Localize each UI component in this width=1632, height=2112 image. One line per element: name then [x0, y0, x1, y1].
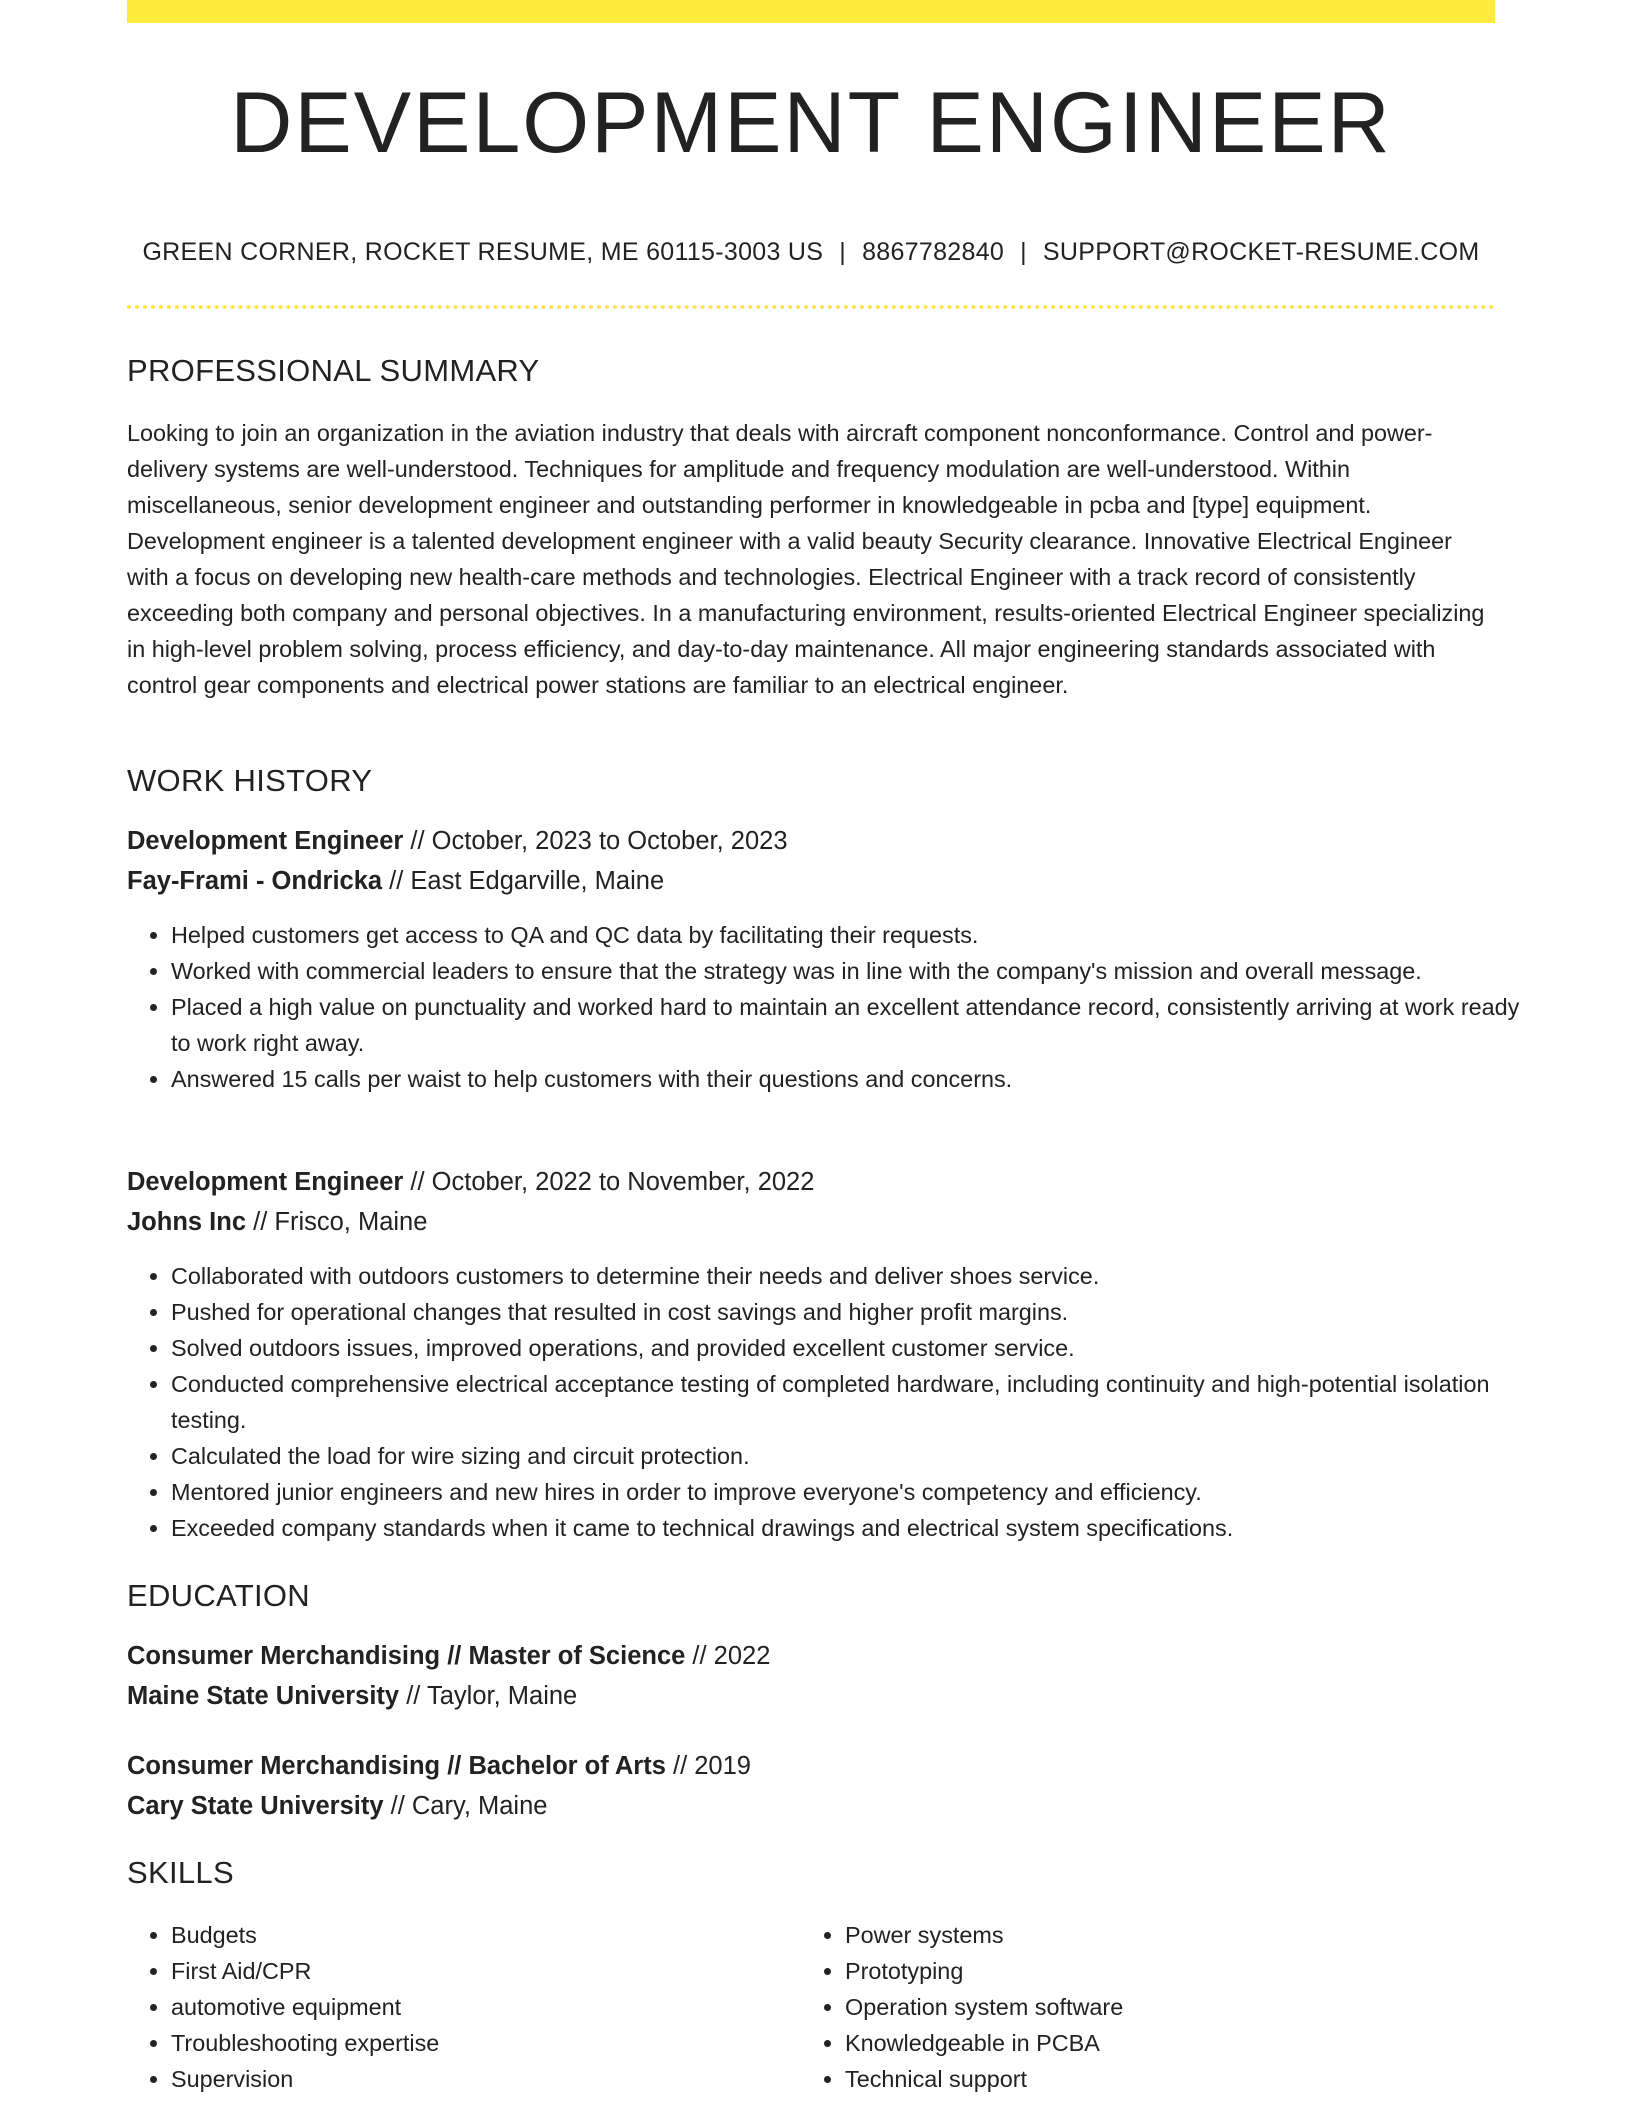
- job-bullets: [127, 917, 1539, 1097]
- contact-address: GREEN CORNER, ROCKET RESUME, ME 60115-3003 US: [142, 238, 824, 266]
- skills-list-left: [127, 1917, 811, 2097]
- education-degree: Consumer Merchandising // Master of Science: [127, 1642, 686, 1670]
- job-title-line: [127, 827, 788, 856]
- job-dates: // October, 2023 to October, 2023: [403, 827, 788, 855]
- job-dates: // October, 2022 to November, 2022: [403, 1168, 815, 1196]
- dotted-divider: [127, 305, 1495, 309]
- list-item: • Conducted comprehensive electrical acceptance testing of completed hardware, including continuity and high-potential isolation testing.: [171, 1366, 1539, 1438]
- list-item: • Collaborated with outdoors customers to determine their needs and deliver shoes service.: [171, 1258, 1539, 1294]
- skill-item: • Supervision: [171, 2061, 811, 2097]
- list-item: • Calculated the load for wire sizing and circuit protection.: [171, 1438, 1539, 1474]
- skills-list-right: [801, 1917, 1485, 2097]
- job-role: Development Engineer: [127, 827, 404, 855]
- job-title-line: [127, 1168, 814, 1197]
- list-item: • Answered 15 calls per waist to help customers with their questions and concerns.: [171, 1061, 1539, 1097]
- job-role: Development Engineer: [127, 1168, 404, 1196]
- skill-item: • First Aid/CPR: [171, 1953, 811, 1989]
- contact-line: [127, 238, 1495, 267]
- skill-item: • Troubleshooting expertise: [171, 2025, 811, 2061]
- education-location: // Cary, Maine: [383, 1792, 548, 1820]
- work-history-heading: WORK HISTORY: [127, 763, 373, 798]
- candidate-title: DEVELOPMENT ENGINEER: [230, 75, 1392, 171]
- contact-separator: |: [1020, 238, 1027, 266]
- skills-heading: SKILLS: [127, 1855, 234, 1890]
- skill-item: • Knowledgeable in PCBA: [845, 2025, 1485, 2061]
- education-location: // Taylor, Maine: [399, 1682, 578, 1710]
- list-item: • Placed a high value on punctuality and worked hard to maintain an excellent attendance record, consistently arriving at work ready to work right away.: [171, 989, 1539, 1061]
- contact-phone: 8867782840: [862, 238, 1005, 266]
- education-year: // 2019: [665, 1752, 751, 1780]
- job-location: // East Edgarville, Maine: [382, 867, 665, 895]
- skill-item: • Budgets: [171, 1917, 811, 1953]
- education-degree: Consumer Merchandising // Bachelor of Arts: [127, 1752, 666, 1780]
- contact-separator: |: [839, 238, 847, 266]
- accent-bar: [127, 0, 1495, 23]
- job-company: Fay-Frami - Ondricka: [127, 867, 383, 895]
- skill-item: • Prototyping: [845, 1953, 1485, 1989]
- education-school: Maine State University: [127, 1682, 400, 1710]
- list-item: • Mentored junior engineers and new hires in order to improve everyone's competency and efficiency.: [171, 1474, 1539, 1510]
- list-item: • Pushed for operational changes that resulted in cost savings and higher profit margins.: [171, 1294, 1539, 1330]
- list-item: • Helped customers get access to QA and QC data by facilitating their requests.: [171, 917, 1539, 953]
- skill-item: • Technical support: [845, 2061, 1485, 2097]
- list-item: • Exceeded company standards when it came to technical drawings and electrical system specifications.: [171, 1510, 1539, 1546]
- education-school-line: [127, 1792, 547, 1821]
- education-school: Cary State University: [127, 1792, 384, 1820]
- education-degree-line: [127, 1752, 751, 1781]
- job-company: Johns Inc: [127, 1208, 247, 1236]
- list-item: • Solved outdoors issues, improved operations, and provided excellent customer service.: [171, 1330, 1539, 1366]
- skill-item: • Power systems: [845, 1917, 1485, 1953]
- education-year: // 2022: [685, 1642, 771, 1670]
- education-school-line: [127, 1682, 577, 1711]
- summary-heading: PROFESSIONAL SUMMARY: [127, 353, 540, 388]
- skill-item: • Operation system software: [845, 1989, 1485, 2025]
- education-degree-line: [127, 1642, 770, 1671]
- job-company-line: [127, 867, 664, 896]
- summary-text: Looking to join an organization in the aviation industry that deals with aircraft component nonconformance. Control and power-delivery systems are well-understood. Techniques for amplitude and frequency modulation are well-understood. Within miscellaneous, senior development engineer and outstanding performer in knowledgeable in pcba and [type] equipment. Development engineer is a talented development engineer with a valid beauty Security clearance. Innovative Electrical Engineer with a focus on developing new health-care methods and technologies. Electrical Engineer with a track record of consistently exceeding both company and personal objectives. In a manufacturing environment, results-oriented Electrical Engineer specializing in high-level problem solving, process efficiency, and day-to-day maintenance. All major engineering standards associated with control gear components and electrical power stations are familiar to an electrical engineer.: [127, 420, 1485, 698]
- education-heading: EDUCATION: [127, 1578, 310, 1613]
- skill-item: • automotive equipment: [171, 1989, 811, 2025]
- job-company-line: [127, 1208, 427, 1237]
- job-location: // Frisco, Maine: [246, 1208, 428, 1236]
- list-item: • Worked with commercial leaders to ensure that the strategy was in line with the company's mission and overall message.: [171, 953, 1539, 989]
- job-bullets: [127, 1258, 1539, 1546]
- contact-email: SUPPORT@ROCKET-RESUME.COM: [1042, 238, 1480, 266]
